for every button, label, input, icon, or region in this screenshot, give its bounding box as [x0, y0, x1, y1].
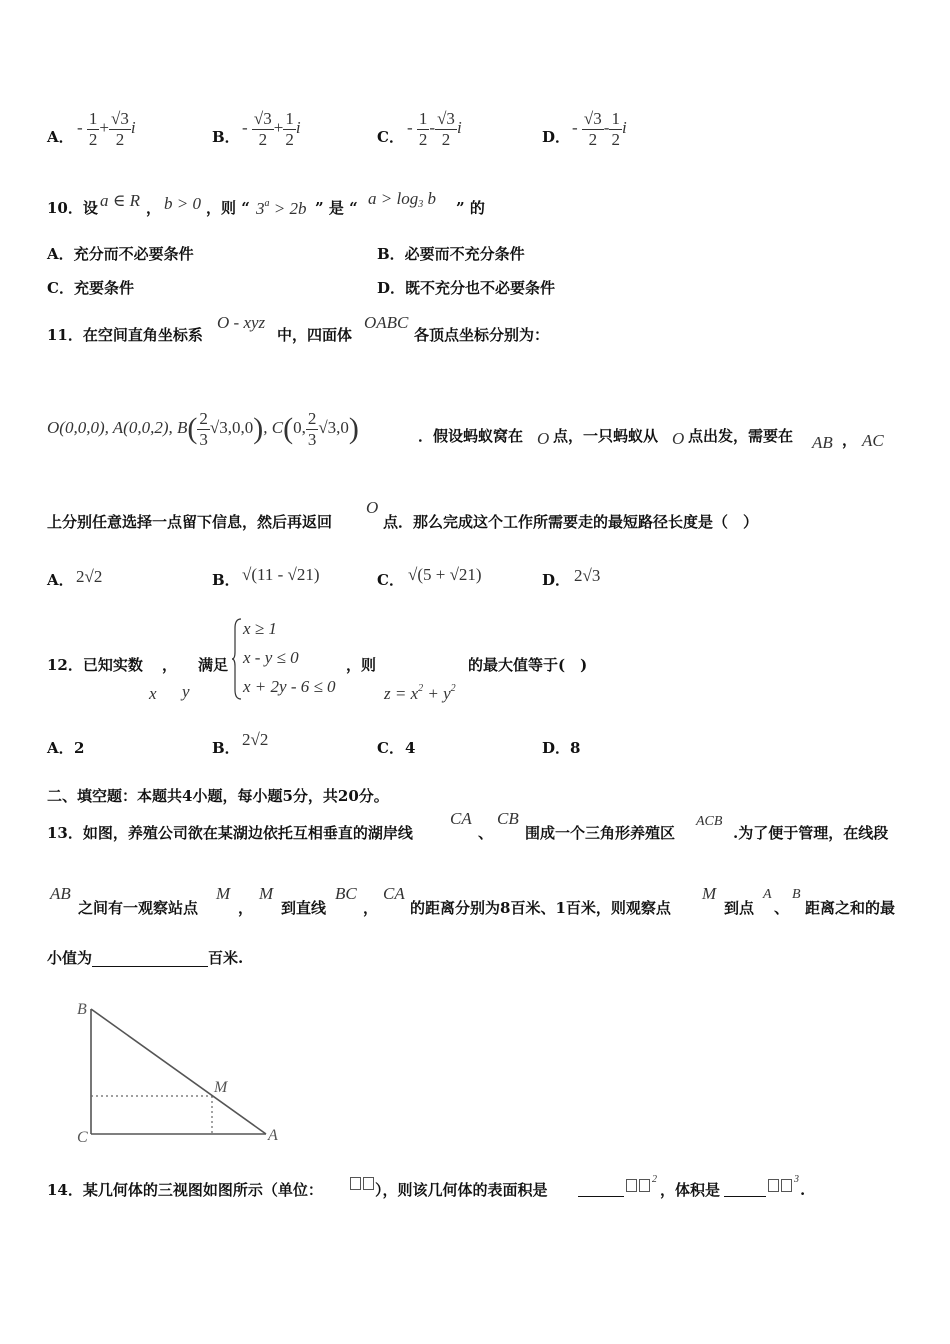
q14-unit-area: 2 — [626, 1174, 657, 1194]
q10-number: 10．设 — [47, 199, 98, 217]
q11-option-d-label: D． — [542, 571, 571, 589]
q14-text-1: 14．某几何体的三视图如图所示（单位： — [47, 1181, 323, 1199]
q9-option-c-expression: - $\frac{1}{2}$ - $\frac{√3}{2}$ i — [407, 108, 462, 149]
q12-var-x: x — [149, 684, 157, 703]
q11-option-b-value: √(11 - √21) — [242, 565, 320, 584]
q11-segment-ab: AB — [812, 433, 833, 452]
q11-text-5: 点，一只蚂蚁从 — [553, 427, 659, 445]
q11-option-a-value: 2√2 — [76, 567, 103, 586]
q10-condition-p: $3^a > 2b$ — [256, 198, 307, 218]
q12-constraint-3: x + 2y - 6 ≤ 0 — [243, 677, 336, 696]
q12-comma: ， — [162, 656, 178, 674]
q13-text-5: 到直线 — [281, 899, 327, 917]
q13-text-3: .为了便于管理，在线段 — [733, 824, 889, 842]
q13-text-9: 小值为 百米. — [47, 949, 244, 967]
q10-option-a: A．充分而不必要条件 — [47, 245, 194, 263]
q12-option-a-value: 2 — [74, 739, 85, 757]
q13-figure-side-ab — [91, 1009, 266, 1134]
q14-surface-area-blank[interactable] — [578, 1182, 624, 1197]
q14-unit-volume: 3 — [768, 1174, 799, 1194]
q13-line-ca-2: CA — [383, 884, 405, 903]
q13-point-b: B — [792, 887, 801, 902]
q13-text-2: 围成一个三角形养殖区 — [525, 824, 676, 842]
q13-point-a: A — [763, 887, 772, 902]
q10-math-b-gt-0: b > 0 — [164, 194, 201, 213]
q12-option-d-label: D． — [542, 739, 571, 757]
q11-coordinates: O(0,0,0), A(0,0,2), B( $\frac{2}{3}$ √3,0,0), C(0, $\frac{2}{3}$ √3,0) — [47, 408, 359, 449]
q13-line-ca: CA — [450, 809, 472, 828]
q13-line-cb: CB — [497, 809, 519, 828]
q9-option-d-label: D． — [542, 128, 571, 146]
q10-is: ” 是 “ — [315, 199, 358, 217]
q12-option-b-label: B． — [212, 739, 240, 757]
q11-text-8: 点．那么完成这个工作所需要走的最短路径长度是（ ） — [383, 513, 759, 531]
q13-figure-label-c: C — [77, 1129, 88, 1146]
q13-region-acb: ACB — [696, 814, 723, 829]
q10-then: ，则 “ — [206, 199, 250, 217]
q11-text-1: 11．在空间直角坐标系 — [47, 326, 203, 344]
q12-constraint-2: x - y ≤ 0 — [243, 648, 299, 667]
q10-tail: ” 的 — [456, 199, 485, 217]
q13-figure-label-b: B — [77, 1001, 87, 1018]
q13-figure — [70, 992, 290, 1147]
q11-text-2: 中，四面体 — [277, 326, 353, 344]
q11-text-3: 各顶点坐标分别为： — [414, 326, 550, 344]
q13-segment-ab: AB — [50, 884, 71, 903]
q11-option-d-value: 2√3 — [574, 566, 601, 585]
q13-sep-2: 、 — [774, 899, 790, 917]
q10-option-d: D．既不充分也不必要条件 — [377, 279, 556, 297]
q13-line-bc: BC — [335, 884, 357, 903]
section-2-title: 二、填空题：本题共4小题，每小题5分，共20分。 — [47, 787, 389, 805]
q12-objective: $z = x^2 + y^2$ — [384, 683, 456, 703]
q12-text-2: 满足 — [198, 656, 229, 674]
q12-system-brace — [232, 618, 242, 700]
q12-option-c-value: 4 — [405, 739, 416, 757]
q12-constraint-1: x ≥ 1 — [243, 619, 277, 638]
q11-segment-ac: AC — [862, 431, 884, 450]
q9-option-d-expression: - $\frac{√3}{2}$ - $\frac{1}{2}$ i — [572, 108, 627, 149]
q10-option-b: B．必要而不充分条件 — [377, 245, 525, 263]
q10-comma: ， — [146, 199, 162, 217]
q14-text-3: ，体积是 — [660, 1181, 721, 1199]
q13-comma-1: ， — [238, 899, 254, 917]
q11-coordinate-system: O - xyz — [217, 313, 266, 332]
q10-math-a-in-r: a ∈ R — [100, 191, 140, 210]
q10-condition-q: $a > \log_3 b$ — [368, 189, 436, 210]
q14-unit-glyph — [350, 1173, 376, 1192]
q13-text-1: 13．如图，养殖公司欲在某湖边依托互相垂直的湖岸线 — [47, 824, 413, 842]
q13-sep: 、 — [478, 824, 494, 842]
q12-text-3: ，则 — [346, 656, 377, 674]
q11-option-b-label: B． — [212, 571, 240, 589]
q12-var-y: y — [182, 682, 190, 701]
q12-text-1: 12．已知实数 — [47, 656, 143, 674]
q11-text-4: ．假设蚂蚁窝在 — [418, 427, 524, 445]
q9-option-b-expression: - $\frac{√3}{2}$ + $\frac{1}{2}$ i — [242, 108, 301, 149]
q11-text-7: 上分别任意选择一点留下信息，然后再返回 — [47, 513, 333, 531]
q13-point-m-2: M — [259, 884, 274, 903]
q13-text-7: 到点 — [724, 899, 755, 917]
q12-option-c-label: C． — [377, 739, 404, 757]
q11-option-c-value: √(5 + √21) — [408, 565, 482, 584]
q14-text-4: . — [800, 1181, 806, 1199]
q13-comma-2: ， — [363, 899, 379, 917]
q13-answer-blank[interactable] — [92, 952, 208, 967]
q12-option-a-label: A． — [47, 739, 74, 757]
q13-text-6: 的距离分别为8百米、1百米，则观察点 — [410, 899, 671, 917]
q13-figure-label-a: A — [268, 1127, 278, 1144]
q13-text-8: 距离之和的最 — [805, 899, 896, 917]
q11-comma: ， — [842, 431, 858, 449]
q13-point-m-3: M — [702, 884, 717, 903]
q14-text-2: ），则该几何体的表面积是 — [375, 1181, 548, 1199]
q11-tetrahedron: OABC — [364, 313, 409, 332]
q11-point-o-2: O — [672, 429, 685, 448]
q11-option-c-label: C． — [377, 571, 404, 589]
q11-option-a-label: A． — [47, 571, 74, 589]
q12-text-4: 的最大值等于( ) — [468, 656, 588, 674]
q11-point-o-1: O — [537, 429, 550, 448]
q9-option-b-label: B． — [212, 128, 240, 146]
q13-text-4: 之间有一观察站点 — [78, 899, 199, 917]
q14-volume-blank[interactable] — [724, 1182, 766, 1197]
q10-option-c: C．充要条件 — [47, 279, 134, 297]
q9-option-a-expression: - $\frac{1}{2}$ + $\frac{√3}{2}$ i — [77, 108, 136, 149]
q9-option-a-label: A． — [47, 128, 74, 146]
q12-option-b-value: 2√2 — [242, 730, 269, 749]
q11-text-6: 点出发，需要在 — [688, 427, 794, 445]
q12-option-d-value: 8 — [570, 739, 581, 757]
q13-figure-label-m: M — [214, 1079, 228, 1096]
q9-option-c-label: C． — [377, 128, 404, 146]
q13-point-m-1: M — [216, 884, 231, 903]
q11-point-o-3: O — [366, 498, 379, 517]
